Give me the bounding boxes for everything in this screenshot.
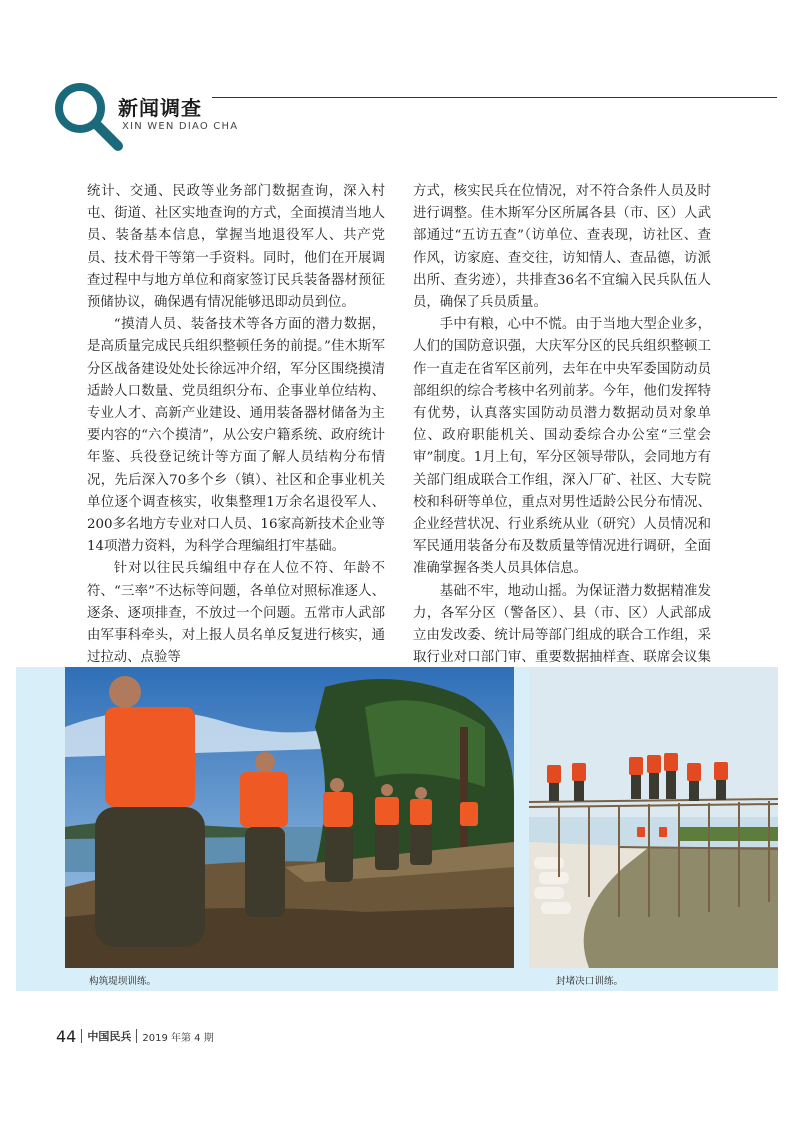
page-footer: [56, 1026, 214, 1046]
page-number: 44: [56, 1026, 77, 1046]
paragraph: 基础不牢，地动山摇。为保证潜力数据精准发力，各军分区（警备区）、县（市、区）人武部成立由发改委、统计局等部门组成的联合工作组，采取行业对口部门审、重要数据抽样查、联席会议集: [413, 583, 711, 666]
photo-dam-building: [65, 667, 514, 968]
footer-divider: [81, 1029, 82, 1043]
section-subtitle: XIN WEN DIAO CHA: [122, 121, 239, 132]
issue-label: 2019 年第 4 期: [142, 1032, 214, 1044]
paragraph: 统计、交通、民政等业务部门数据查询，深入村屯、街道、社区实地查询的方式，全面摸清当地人员、装备基本信息，掌握当地退役军人、共产党员、技术骨干等第一手资料。同时，他们在开展调查过程中与地方单位和商家签订民兵装备器材预征预储协议，确保遇有情况能够迅即动员到位。: [87, 184, 385, 311]
photo-caption-left: 构筑堤坝训练。: [89, 976, 157, 987]
photo-caption-right: 封堵决口训练。: [556, 976, 624, 987]
article-column-left: [87, 181, 385, 669]
paragraph: 手中有粮，心中不慌。由于当地大型企业多，人们的国防意识强，大庆军分区的民兵组织整顿工作一直走在省军区前列，去年在中央军委国防动员部组织的综合考核中名列前茅。今年，他们发挥特有优势，认真落实国防动员潜力数据动员对象单位、政府职能机关、国动委综合办公室“三堂会审”制度。1月上旬，军分区领导带队，会同地方有关部门组成联合工作组，深入厂矿、社区、大专院校和科研等单位，重点对男性适龄公民分布情况、企业经营状况、行业系统从业（研究）人员情况和军民通用装备分布及数质量等情况进行调研，全面准确掌握各类人员具体信息。: [413, 317, 711, 577]
paragraph: 针对以往民兵编组中存在人位不符、年龄不符、“三率”不达标等问题，各单位对照标准逐人、逐条、逐项排查，不放过一个问题。五常市人武部由军事科牵头，对上报人员名单反复进行核实，通过拉动、点验等: [87, 561, 385, 666]
section-title: 新闻调查: [118, 96, 202, 120]
paragraph: “摸清人员、装备技术等各方面的潜力数据，是高质量完成民兵组织整顿任务的前提。”佳木斯军分区战备建设处处长徐远冲介绍，军分区围绕摸清适龄人口数量、党员组织分布、企事业单位结构、专业人才、高新产业建设、通用装备器材储备为主要内容的“六个摸清”，从公安户籍系统、政府统计年鉴、兵役登记统计等方面了解人员结构分布情况，先后深入70多个乡（镇）、社区和企事业机关单位逐个调查核实，收集整理1万余名退役军人、200多名地方专业对口人员、16家高新技术企业等14项潜力资料，为科学合理编组打牢基础。: [87, 317, 385, 555]
header-divider: [212, 97, 777, 98]
paragraph: 方式，核实民兵在位情况，对不符合条件人员及时进行调整。佳木斯军分区所属各县（市、区）人武部通过“五访五查”（访单位、查表现，访社区、查作风，访家庭、查交往，访知情人、查品德，访派出所、查劣迹），共排查36名不宜编入民兵队伍人员，确保了兵员质量。: [413, 184, 711, 311]
photo-breach-sealing: [529, 667, 778, 968]
article-column-right: [413, 181, 711, 714]
page-header: [0, 0, 794, 160]
magazine-name: 中国民兵: [87, 1030, 132, 1043]
footer-divider: [136, 1029, 137, 1043]
